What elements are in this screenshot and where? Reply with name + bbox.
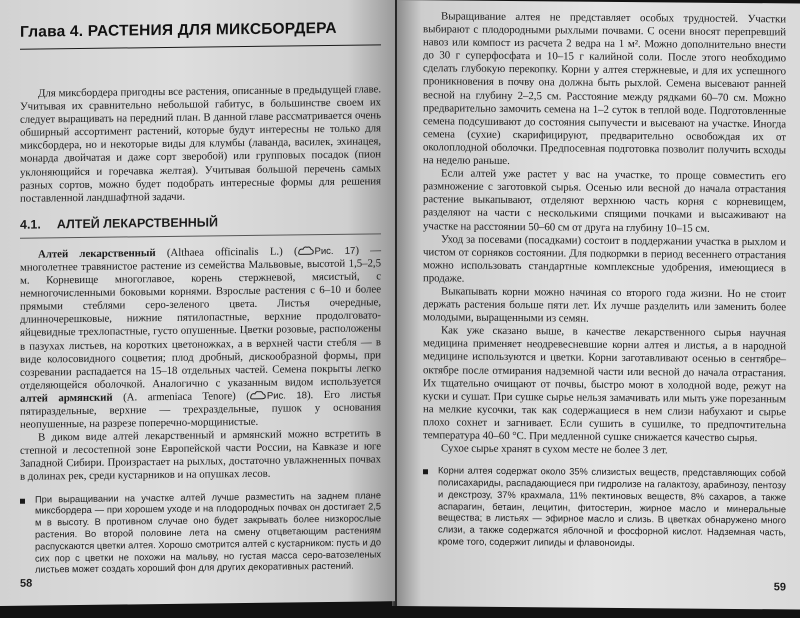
page-number-right: 59 [773,581,786,594]
habitat-paragraph: В диком виде алтей лекарственный и армянский можно встретить в степной и лесостепной зоне Европейской части России, на Кавказе и юге Западной Сибири. Произрастает на рыхлых, достаточно увлажненных почвах в долинах рек, среди кустарников и на опушках лесов. [20,427,381,484]
cloud-icon [250,391,266,400]
figure-ref-18-label: Рис. 18 [266,390,307,402]
althaea-text-b: (A. armeniaca Tenore) ( [112,389,250,404]
althaea-text-a: ) — многолетнее травянистое растение из семейства Мальвовые, высотой 1,5–2,5 м. Корневище многоглавое, корень стержневой, мясистый, с немногочисленными боковыми корнями. Взрослые растения с 6–10 и более прямыми стеблями серо-зеленого цвета. Листья очередные, длинночерешковые, нижние пятилопастные, верхние продолговато-яйцевидные трехлопастные, густо опушенные. Цветки розовые, расположены в пазухах листьев, на коротких цветоножках, а в верхней части стебля — в виде колосовидного соцветия; плод дробный, дискообразной формы, при созревании распадается на 15–18 отдельных частей. Семена покрыты легко отделяющейся оболочкой. Аналогично с указанным видом используется [20,244,381,392]
note-bullet [20,498,25,503]
care-paragraph: Уход за посевами (посадками) состоит в поддержании участка в рыхлом и чистом от сорняков состоянии. Для подкормки в период весеннего отрастания можно использовать стандартные комплексные удобрения, имеющиеся в продаже. [423,232,786,285]
althaea-text-c: ). Его листья пятираздельные, верхние — трехраздельные, пушок у основания неопушенные, на разрезе поперечно-морщинистые. [20,388,381,431]
left-note-text: При выращивании на участке алтей лучше разместить на заднем плане миксбордера — при хорошем уходе и на плодородных почвах он достигает 2,5 м в высоту. В противном случае оно будет закрывать более низкорослые растения. Во второй половине лета на смену отцветающим растениям распускаются цветки алтея. Хорошо смотрится алтей с кустарником: пусть и до сих пор с цветки не похожи на мальву, но густая масса серо-ватозеленых листьев может создать хороший фон для других декоративных растений. [35,489,381,575]
storage-paragraph: Сухое сырье хранят в сухом месте не более 3 лет. [441,442,668,457]
cloud-icon [298,246,314,255]
note-bullet [423,469,428,474]
section-rule [20,233,381,238]
left-note [20,490,381,577]
chapter-title: Глава 4. РАСТЕНИЯ ДЛЯ МИКСБОРДЕРА [20,19,337,41]
figure-ref-17-label: Рис. 17 [314,245,356,258]
figure-ref-17[interactable] [298,246,356,258]
section-number: 4.1. [20,217,41,232]
right-note-text: Корни алтея содержат около 35% слизистых веществ, представляющих собой полисахариды, распадающиеся при гидролизе на галактозу, арабинозу, пентозу и декстрозу, 37% крахмала, 11% пектиновых веществ, 8% сахаров, а также аспарагин, бетаин, лецитин, фитостерин, жирное масло и минеральные вещества; в листьях — эфирное масло и слизь. В цветках обнаружено много слизи, а также содержатся яблочной и фосфорной кислот. Надземная часть, кроме того, содержит липиды и флавоноиды. [438,465,786,549]
althaea-term: Алтей лекарственный [38,246,156,261]
intro-paragraph: Для миксбордера пригодны все растения, описанные в предыдущей главе. Учитывая их сравнительно небольшой габитус, в большинстве своем их следует выращивать на передний план. В данной главе рассматривается очень обширный ассортимент растений, которые будут интересны не только для миксбордера, но и некоторые виды для клумбы (лаванда, василек, эхинацея, монарда двойчатая и даже сорт зверобой) или групповых посадок (пион уклоняющийся и горечавка желтая). Учитывая большой перечень самых разных сортов, можно будет подобрать интересные формы для решения поставленной ландшафтной задачи. [20,83,381,205]
right-note [423,465,786,551]
section-heading [20,213,381,231]
althaea-description-paragraph [20,244,381,432]
medicine-paragraph: Как уже сказано выше, в качестве лекарственного сырья научная медицина применяет неодревесневшие корни алтея и листья, а в народной медицине используются и цветки. Корни заготавливают осенью в сентябре–октябре после отмирания надземной части или весной до начала отрастания. Их тщательно очищают от почвы, быстро моют в холодной воде, режут на куски и сушат. При сушке сырье нельзя замачивать или мыть уже порезанным на мелкие кусочки, так как содержащиеся в нем слизи набухают и сырье плохо сохнет и загнивает. Если сушить в сушилке, то предпочтительна температура 40–60 °С. При медленной сушке снижается качество сырья. [423,324,786,445]
chapter-rule [20,44,381,49]
harvest-age-paragraph: Выкапывать корни можно начиная со второго года жизни. Но не стоит держать растения больше пяти лет. Их лучше разделить или заменить более молодыми, выращенными из семян. [423,285,786,325]
propagation-paragraph: Если алтей уже растет у вас на участке, то проще совместить его размножение с заготовкой сырья. Осенью или весной до начала отрастания растение выкапывают, отделяют верхнюю часть корня с корневищем, разделяют на части с несколькими спящими почками и высаживают на участке на расстоянии 50–60 см от друга на глубину 10–15 см. [423,167,786,235]
right-page [397,0,800,610]
althaea-latin: (Althaea officinalis L.) ( [155,245,298,259]
page-number-left: 58 [20,577,33,590]
left-page [0,0,395,606]
althaea-armeniaca-term: алтей армянский [20,391,113,405]
section-title: АЛТЕЙ ЛЕКАРСТВЕННЫЙ [56,215,219,232]
cultivation-paragraph: Выращивание алтея не представляет особых трудностей. Участки выбирают с плодородными рыхлыми почвами. С осени вносят перепревший навоз или компост из расчета 2 ведра на 1 м². Можно дополнительно внести до 30 г суперфосфата и 10–15 г калийной соли. После этого необходимо сделать глубокую перекопку. Корни у алтея стержневые, и для их успешного проникновения в почву она должна быть рыхлой. Семена высевают ранней весной на глубину 2–2,5 см. Расстояние между рядками 60–70 см. Можно предварительно замочить семена на 1–2 суток в теплой воде. Подготовленные семена подсушивают до состояния сыпучести и высевают на участке. Иногда семена (сухие) скарифицируют, предварительно освобождая их от околоплодной оболочки. Предпосевная подготовка позволит получить всходы на неделю раньше. [423,10,786,168]
figure-ref-18[interactable] [250,390,307,402]
